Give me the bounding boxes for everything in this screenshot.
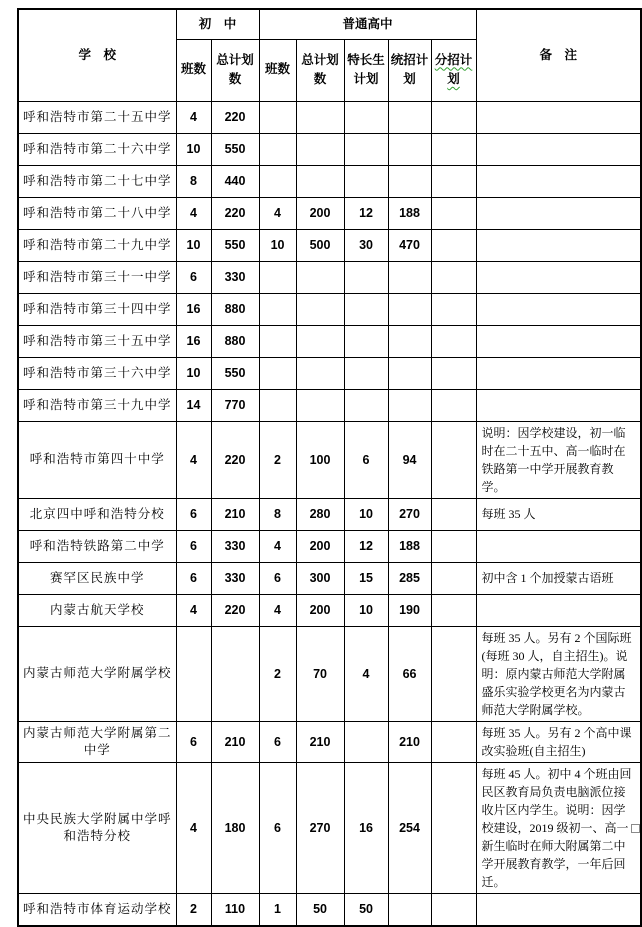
table-row	[18, 594, 641, 626]
note-cell: 每班 35 人。另有 2 个国际班(每班 30 人，自主招生)。说明：原内蒙古师范大学附属盛乐实验学校更名为内蒙古师范大学附属学校。	[476, 626, 641, 721]
document-end-mark	[631, 824, 640, 833]
table-row	[18, 293, 641, 325]
senior-classes-cell	[259, 357, 296, 389]
senior-classes-cell	[259, 325, 296, 357]
senior-classes-cell: 6	[259, 762, 296, 893]
note-cell	[476, 133, 641, 165]
table-header	[18, 9, 641, 101]
talent-plan-cell: 10	[344, 498, 388, 530]
table-row	[18, 498, 641, 530]
junior-total-cell: 440	[211, 165, 259, 197]
senior-total-cell	[296, 357, 344, 389]
note-cell: 说明：因学校建设，初一临时在二十五中、高一临时在铁路第一中学开展教育教学。	[476, 421, 641, 498]
school-cell: 呼和浩特市第三十四中学	[18, 293, 176, 325]
school-cell: 北京四中呼和浩特分校	[18, 498, 176, 530]
talent-plan-cell	[344, 101, 388, 133]
junior-total-cell: 180	[211, 762, 259, 893]
senior-classes-cell: 4	[259, 530, 296, 562]
junior-classes-cell: 6	[176, 530, 211, 562]
senior-total-cell	[296, 165, 344, 197]
header-senior-total-plan: 总计划数	[296, 39, 344, 101]
school-cell: 呼和浩特市第二十七中学	[18, 165, 176, 197]
school-cell: 内蒙古师范大学附属第二中学	[18, 721, 176, 762]
header-talent-plan: 特长生计划	[344, 39, 388, 101]
talent-plan-cell	[344, 721, 388, 762]
unified-plan-cell	[388, 389, 431, 421]
header-school: 学 校	[18, 9, 176, 101]
note-cell	[476, 893, 641, 926]
enrollment-plan-table	[17, 8, 642, 927]
unified-plan-cell: 285	[388, 562, 431, 594]
unified-plan-cell	[388, 261, 431, 293]
unified-plan-cell	[388, 293, 431, 325]
header-senior-classes: 班数	[259, 39, 296, 101]
junior-classes-cell: 10	[176, 357, 211, 389]
junior-classes-cell: 16	[176, 325, 211, 357]
junior-total-cell: 210	[211, 498, 259, 530]
split-plan-cell	[431, 626, 476, 721]
header-junior-total-plan: 总计划数	[211, 39, 259, 101]
note-cell	[476, 594, 641, 626]
split-plan-cell	[431, 357, 476, 389]
senior-total-cell	[296, 133, 344, 165]
senior-classes-cell: 6	[259, 721, 296, 762]
junior-classes-cell: 10	[176, 133, 211, 165]
table-row	[18, 721, 641, 762]
header-senior-group: 普通高中	[259, 9, 476, 39]
junior-total-cell: 550	[211, 229, 259, 261]
senior-total-cell	[296, 389, 344, 421]
table-row	[18, 165, 641, 197]
split-plan-cell	[431, 762, 476, 893]
split-plan-cell	[431, 325, 476, 357]
senior-classes-cell: 10	[259, 229, 296, 261]
note-cell: 每班 45 人。初中 4 个班由回民区教育局负责电脑派位接收片区内学生。说明：因学校建设，2019 级初一、高一新生临时在师大附属第二中学开展教育教学，一年后回迁。	[476, 762, 641, 893]
senior-classes-cell: 8	[259, 498, 296, 530]
junior-total-cell: 550	[211, 133, 259, 165]
senior-total-cell: 500	[296, 229, 344, 261]
note-cell	[476, 530, 641, 562]
senior-classes-cell: 6	[259, 562, 296, 594]
header-group-row	[18, 9, 641, 39]
school-cell: 呼和浩特市第二十六中学	[18, 133, 176, 165]
talent-plan-cell	[344, 261, 388, 293]
header-unified-plan: 统招计划	[388, 39, 431, 101]
junior-classes-cell: 4	[176, 421, 211, 498]
junior-total-cell: 880	[211, 325, 259, 357]
senior-total-cell	[296, 293, 344, 325]
header-notes: 备 注	[476, 9, 641, 101]
split-plan-cell	[431, 101, 476, 133]
talent-plan-cell	[344, 389, 388, 421]
school-cell: 内蒙古航天学校	[18, 594, 176, 626]
talent-plan-cell: 50	[344, 893, 388, 926]
note-cell	[476, 261, 641, 293]
split-plan-cell	[431, 165, 476, 197]
table-row	[18, 325, 641, 357]
senior-classes-cell	[259, 133, 296, 165]
senior-total-cell: 200	[296, 197, 344, 229]
unified-plan-cell	[388, 133, 431, 165]
split-plan-cell	[431, 562, 476, 594]
note-cell	[476, 325, 641, 357]
unified-plan-cell	[388, 325, 431, 357]
unified-plan-cell: 188	[388, 197, 431, 229]
unified-plan-cell: 270	[388, 498, 431, 530]
senior-total-cell: 270	[296, 762, 344, 893]
senior-total-cell: 200	[296, 594, 344, 626]
unified-plan-cell: 190	[388, 594, 431, 626]
junior-total-cell: 220	[211, 594, 259, 626]
talent-plan-cell: 12	[344, 530, 388, 562]
note-cell	[476, 389, 641, 421]
split-plan-cell	[431, 721, 476, 762]
talent-plan-cell: 12	[344, 197, 388, 229]
senior-total-cell	[296, 325, 344, 357]
junior-classes-cell: 8	[176, 165, 211, 197]
junior-classes-cell: 6	[176, 562, 211, 594]
junior-total-cell: 330	[211, 261, 259, 293]
junior-classes-cell: 16	[176, 293, 211, 325]
note-cell	[476, 197, 641, 229]
talent-plan-cell	[344, 293, 388, 325]
unified-plan-cell	[388, 893, 431, 926]
talent-plan-cell	[344, 325, 388, 357]
junior-total-cell: 110	[211, 893, 259, 926]
header-junior-group: 初 中	[176, 9, 259, 39]
talent-plan-cell: 15	[344, 562, 388, 594]
split-plan-cell	[431, 893, 476, 926]
talent-plan-cell: 10	[344, 594, 388, 626]
unified-plan-cell: 66	[388, 626, 431, 721]
school-cell: 内蒙古师范大学附属学校	[18, 626, 176, 721]
school-cell: 呼和浩特市第三十六中学	[18, 357, 176, 389]
senior-classes-cell: 2	[259, 626, 296, 721]
senior-classes-cell	[259, 101, 296, 133]
table-row	[18, 133, 641, 165]
unified-plan-cell: 470	[388, 229, 431, 261]
unified-plan-cell	[388, 165, 431, 197]
split-plan-cell	[431, 229, 476, 261]
junior-total-cell: 210	[211, 721, 259, 762]
split-plan-cell	[431, 197, 476, 229]
split-plan-cell	[431, 421, 476, 498]
header-junior-classes: 班数	[176, 39, 211, 101]
school-cell: 呼和浩特市第二十九中学	[18, 229, 176, 261]
senior-classes-cell	[259, 293, 296, 325]
note-cell	[476, 293, 641, 325]
note-cell	[476, 229, 641, 261]
table-row	[18, 530, 641, 562]
junior-classes-cell: 10	[176, 229, 211, 261]
note-cell	[476, 357, 641, 389]
table-row	[18, 421, 641, 498]
unified-plan-cell: 210	[388, 721, 431, 762]
senior-total-cell: 100	[296, 421, 344, 498]
senior-classes-cell	[259, 261, 296, 293]
school-cell: 呼和浩特市第二十五中学	[18, 101, 176, 133]
table-row	[18, 626, 641, 721]
split-plan-cell	[431, 133, 476, 165]
table-row	[18, 762, 641, 893]
school-cell: 呼和浩特市第二十八中学	[18, 197, 176, 229]
school-cell: 呼和浩特市体育运动学校	[18, 893, 176, 926]
table-body	[18, 101, 641, 926]
senior-classes-cell: 1	[259, 893, 296, 926]
junior-total-cell: 330	[211, 562, 259, 594]
senior-total-cell: 300	[296, 562, 344, 594]
junior-classes-cell: 4	[176, 197, 211, 229]
talent-plan-cell	[344, 133, 388, 165]
junior-total-cell: 770	[211, 389, 259, 421]
senior-total-cell: 50	[296, 893, 344, 926]
table-row	[18, 261, 641, 293]
school-cell: 呼和浩特市第三十一中学	[18, 261, 176, 293]
table-row	[18, 101, 641, 133]
talent-plan-cell	[344, 357, 388, 389]
senior-classes-cell: 4	[259, 197, 296, 229]
junior-classes-cell: 4	[176, 762, 211, 893]
split-plan-cell	[431, 261, 476, 293]
school-cell: 呼和浩特市第四十中学	[18, 421, 176, 498]
school-cell: 呼和浩特铁路第二中学	[18, 530, 176, 562]
table-row	[18, 893, 641, 926]
senior-total-cell: 200	[296, 530, 344, 562]
junior-total-cell: 220	[211, 421, 259, 498]
junior-total-cell: 220	[211, 197, 259, 229]
school-cell: 呼和浩特市第三十五中学	[18, 325, 176, 357]
note-cell	[476, 165, 641, 197]
junior-total-cell	[211, 626, 259, 721]
senior-classes-cell	[259, 389, 296, 421]
school-cell: 呼和浩特市第三十九中学	[18, 389, 176, 421]
junior-classes-cell: 4	[176, 101, 211, 133]
senior-total-cell: 210	[296, 721, 344, 762]
table-row	[18, 562, 641, 594]
junior-classes-cell	[176, 626, 211, 721]
senior-total-cell: 70	[296, 626, 344, 721]
senior-total-cell: 280	[296, 498, 344, 530]
header-split-plan: 分招计划	[431, 39, 476, 101]
note-cell: 每班 35 人。另有 2 个高中课改实验班(自主招生)	[476, 721, 641, 762]
unified-plan-cell: 94	[388, 421, 431, 498]
talent-plan-cell: 4	[344, 626, 388, 721]
junior-total-cell: 330	[211, 530, 259, 562]
senior-classes-cell: 2	[259, 421, 296, 498]
table-row	[18, 197, 641, 229]
unified-plan-cell	[388, 357, 431, 389]
school-cell: 赛罕区民族中学	[18, 562, 176, 594]
split-plan-cell	[431, 530, 476, 562]
junior-total-cell: 220	[211, 101, 259, 133]
junior-classes-cell: 2	[176, 893, 211, 926]
table-row	[18, 229, 641, 261]
note-cell	[476, 101, 641, 133]
split-plan-cell	[431, 293, 476, 325]
talent-plan-cell: 30	[344, 229, 388, 261]
junior-classes-cell: 6	[176, 498, 211, 530]
senior-classes-cell: 4	[259, 594, 296, 626]
split-plan-cell	[431, 498, 476, 530]
senior-classes-cell	[259, 165, 296, 197]
senior-total-cell	[296, 261, 344, 293]
senior-total-cell	[296, 101, 344, 133]
note-cell: 初中含 1 个加授蒙古语班	[476, 562, 641, 594]
split-plan-cell	[431, 594, 476, 626]
talent-plan-cell	[344, 165, 388, 197]
split-plan-cell	[431, 389, 476, 421]
table-row	[18, 389, 641, 421]
table-row	[18, 357, 641, 389]
talent-plan-cell: 6	[344, 421, 388, 498]
junior-classes-cell: 4	[176, 594, 211, 626]
unified-plan-cell: 254	[388, 762, 431, 893]
talent-plan-cell: 16	[344, 762, 388, 893]
junior-classes-cell: 6	[176, 721, 211, 762]
junior-classes-cell: 14	[176, 389, 211, 421]
junior-total-cell: 880	[211, 293, 259, 325]
junior-classes-cell: 6	[176, 261, 211, 293]
unified-plan-cell	[388, 101, 431, 133]
junior-total-cell: 550	[211, 357, 259, 389]
unified-plan-cell: 188	[388, 530, 431, 562]
school-cell: 中央民族大学附属中学呼和浩特分校	[18, 762, 176, 893]
note-cell: 每班 35 人	[476, 498, 641, 530]
